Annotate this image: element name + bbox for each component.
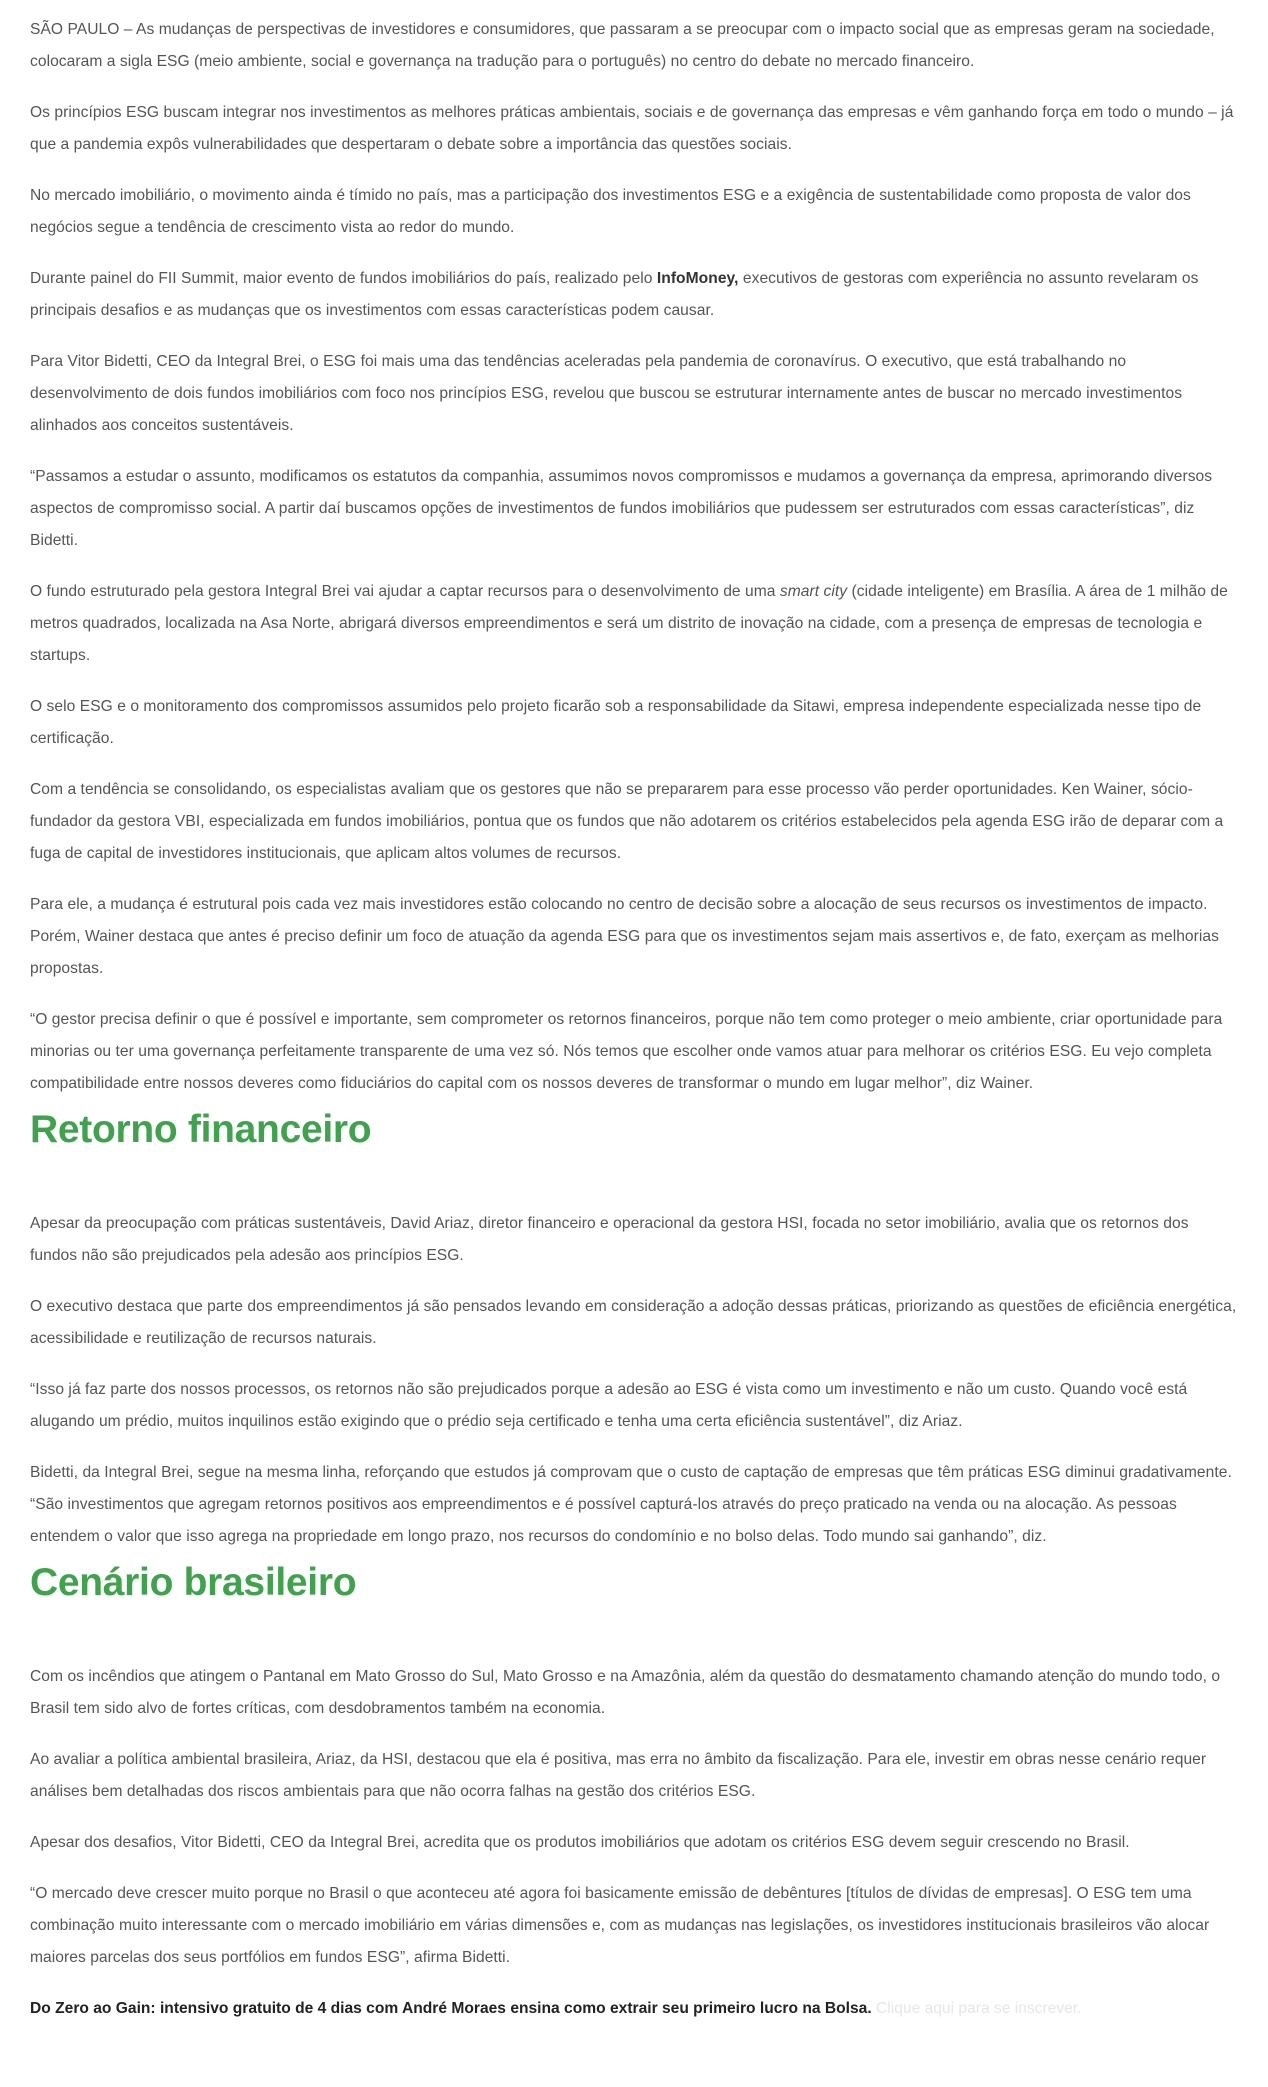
article-paragraph: No mercado imobiliário, o movimento ainda é tímido no país, mas a participação dos investimentos ESG e a exigência de sustentabilidade como proposta de valor dos negócios segue a tendência de crescimento vista ao redor do mundo.	[30, 187, 1191, 236]
smart-city-term: smart city	[779, 583, 848, 600]
paragraph-text: (cidade inteligente) em Brasília. A área de 1 milhão de metros quadrados, localizada na Asa Norte, abrigará diversos empreendimentos e será um distrito de inovação na cidade, com a presença de empresas de tecnologia e startups.	[30, 583, 1228, 664]
article-body	[30, 14, 1240, 2025]
section-spacer	[30, 1613, 1240, 1661]
section-spacer	[30, 1160, 1240, 1208]
signup-link[interactable]: Clique aqui para se inscrever.	[876, 2000, 1082, 2017]
article-quote: “Isso já faz parte dos nossos processos, os retornos não são prejudicados porque a adesão ao ESG é vista como um investimento e não um custo. Quando você está alugando um prédio, muitos inquilinos estão exigindo que o prédio seja certificado e tenha uma certa eficiência sustentável”, diz Ariaz.	[30, 1381, 1188, 1430]
article-paragraph: Para Vitor Bidetti, CEO da Integral Brei, o ESG foi mais uma das tendências aceleradas pela pandemia de coronavírus. O executivo, que está trabalhando no desenvolvimento de dois fundos imobiliários com foco nos princípios ESG, revelou que buscou se estruturar internamente antes de buscar no mercado investimentos alinhados aos conceitos sustentáveis.	[30, 353, 1183, 434]
article-quote: “O mercado deve crescer muito porque no Brasil o que aconteceu até agora foi basicamente emissão de debêntures [títulos de dívidas de empresas]. O ESG tem uma combinação muito interessante com o mercado imobiliário em várias dimensões e, com as mudanças nas legislações, os investidores institucionais brasileiros vão alocar maiores parcelas dos seus portfólios em fundos ESG”, afirma Bidetti.	[30, 1885, 1210, 1966]
paragraph-text: O fundo estruturado pela gestora Integral Brei vai ajudar a captar recursos para o desenvolvimento de uma	[30, 583, 780, 600]
article-paragraph: Os princípios ESG buscam integrar nos investimentos as melhores práticas ambientais, sociais e de governança das empresas e vêm ganhando força em todo o mundo – já que a pandemia expôs vulnerabilidades que despertaram o debate sobre a importância das questões sociais.	[30, 104, 1234, 153]
infomoney-brand: InfoMoney,	[656, 270, 739, 287]
article-paragraph: O selo ESG e o monitoramento dos compromissos assumidos pelo projeto ficarão sob a responsabilidade da Sitawi, empresa independente especializada nesse tipo de certificação.	[30, 698, 1202, 747]
article-paragraph: O executivo destaca que parte dos empreendimentos já são pensados levando em consideração a adoção dessas práticas, priorizando as questões de eficiência energética, acessibilidade e reutilização de recursos naturais.	[30, 1298, 1237, 1347]
cta-paragraph	[30, 1993, 1240, 2025]
section-heading-cenario-brasileiro: Cenário brasileiro	[30, 1561, 357, 1604]
article-paragraph: Para ele, a mudança é estrutural pois cada vez mais investidores estão colocando no centro de decisão sobre a alocação de seus recursos os investimentos de impacto. Porém, Wainer destaca que antes é preciso definir um foco de atuação da agenda ESG para que os investimentos sejam mais assertivos e, de fato, exerçam as melhorias propostas.	[30, 896, 1219, 977]
article-paragraph: Ao avaliar a política ambiental brasileira, Ariaz, da HSI, destacou que ela é positiva, mas erra no âmbito da fiscalização. Para ele, investir em obras nesse cenário requer análises bem detalhadas dos riscos ambientais para que não ocorra falhas na gestão dos critérios ESG.	[30, 1751, 1207, 1800]
article-quote: “Passamos a estudar o assunto, modificamos os estatutos da companhia, assumimos novos compromissos e mudamos a governança da empresa, aprimorando diversos aspectos de compromisso social. A partir daí buscamos opções de investimentos de fundos imobiliários que pudessem ser estruturados com essas características”, diz Bidetti.	[30, 468, 1213, 549]
cta-text: Do Zero ao Gain: intensivo gratuito de 4 dias com André Moraes ensina como extrair seu primeiro lucro na Bolsa.	[30, 2000, 872, 2017]
article-quote: “O gestor precisa definir o que é possível e importante, sem comprometer os retornos financeiros, porque não tem como proteger o meio ambiente, criar oportunidade para minorias ou ter uma governança perfeitamente transparente de uma vez só. Nós temos que escolher onde vamos atuar para melhorar os critérios ESG. Eu vejo completa compatibilidade entre nossos deveres como fiduciários do capital com os nossos deveres de transformar o mundo em lugar melhor”, diz Wainer.	[30, 1011, 1223, 1092]
article-paragraph-fii-summit	[30, 263, 1240, 327]
article-paragraph: Apesar da preocupação com práticas sustentáveis, David Ariaz, diretor financeiro e operacional da gestora HSI, focada no setor imobiliário, avalia que os retornos dos fundos não são prejudicados pela adesão aos princípios ESG.	[30, 1215, 1189, 1264]
paragraph-text: Durante painel do FII Summit, maior evento de fundos imobiliários do país, realizado pelo	[30, 270, 657, 287]
article-paragraph: Bidetti, da Integral Brei, segue na mesma linha, reforçando que estudos já comprovam que o custo de captação de empresas que têm práticas ESG diminui gradativamente. “São investimentos que agregam retornos positivos aos empreendimentos e é possível capturá-los através do preço praticado na venda ou na alocação. As pessoas entendem o valor que isso agrega na propriedade em longo prazo, nos recursos do condomínio e no bolso delas. Todo mundo sai ganhando”, diz.	[30, 1464, 1232, 1545]
article-paragraph-smart-city	[30, 576, 1240, 672]
article-paragraph: Com a tendência se consolidando, os especialistas avaliam que os gestores que não se prepararem para esse processo vão perder oportunidades. Ken Wainer, sócio-fundador da gestora VBI, especializada em fundos imobiliários, pontua que os fundos que não adotarem os critérios estabelecidos pela agenda ESG irão de deparar com a fuga de capital de investidores institucionais, que aplicam altos volumes de recursos.	[30, 781, 1224, 862]
article-paragraph: Com os incêndios que atingem o Pantanal em Mato Grosso do Sul, Mato Grosso e na Amazônia, além da questão do desmatamento chamando atenção do mundo todo, o Brasil tem sido alvo de fortes críticas, com desdobramentos também na economia.	[30, 1668, 1221, 1717]
article-paragraph: Apesar dos desafios, Vitor Bidetti, CEO da Integral Brei, acredita que os produtos imobiliários que adotam os critérios ESG devem seguir crescendo no Brasil.	[30, 1834, 1130, 1851]
section-heading-retorno-financeiro: Retorno financeiro	[30, 1108, 372, 1151]
article-paragraph: SÃO PAULO – As mudanças de perspectivas de investidores e consumidores, que passaram a se preocupar com o impacto social que as empresas geram na sociedade, colocaram a sigla ESG (meio ambiente, social e governança na tradução para o português) no centro do debate no mercado financeiro.	[30, 21, 1215, 70]
paragraph-text: executivos de gestoras com experiência no assunto revelaram os principais desafios e as mudanças que os investimentos com essas características podem causar.	[30, 270, 1199, 319]
